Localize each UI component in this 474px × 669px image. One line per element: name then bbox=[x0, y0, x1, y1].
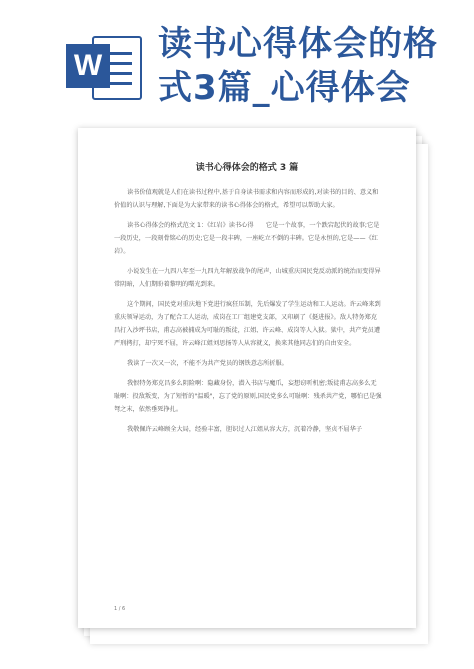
document-title: 读书心得体会的格式 3 篇 bbox=[195, 163, 299, 173]
header-banner bbox=[0, 0, 474, 118]
paragraph: 读书心得体会的格式范文 1：《红岩》读书心得 它是一个故事，一个跌宕起伏的故事;它是一段历史，一段刻骨铭心的历史;它是一段丰碑，一座屹立不倒的丰碑。它是永恒的,它是——《红岩》。 bbox=[114, 222, 380, 255]
paragraph: 这个期间，国民党对重庆地下党进行疯狂压制，先后爆发了学生运动和工人运动。许云峰来到重庆领导运动，为了配合工人运动，成岗在工厂组建党支部，又印刷了《挺进报》。敌人特务郑克昌打入沙坪书店，甫志高被捕成为可耻的叛徒，江姐、许云峰、成岗等人入狱。狱中，共产党员遭严刑拷打，却宁死不屈，许云峰江姐刘思扬等人从容就义，换来其他同志们的自由安全。 bbox=[114, 301, 381, 347]
document-page bbox=[78, 128, 416, 628]
paragraph: 我恨特务郑克昌多么阴险啊：隐藏身份，潜入书店与魔爪，妄想窃听机密;叛徒甫志高多么无耻啊：投敌叛变，为了短暂的"温暖"，忘了党的原则,国民党多么可耻啊：残杀共产党，哪怕已是强弩之末，依然垂死挣扎。 bbox=[114, 380, 382, 413]
paragraph: 我读了一次又一次，不能不为共产党员的钢铁意志所折服。 bbox=[127, 360, 288, 367]
word-document-icon bbox=[62, 30, 140, 100]
document-body bbox=[114, 186, 382, 443]
paragraph: 小说发生在一九四八年至一九四九年解放战争的尾声，山城重庆国民党反动派的统治而变得异常阴暗，人们期盼着黎明的曙光到来。 bbox=[114, 268, 381, 288]
page-number: 1 / 6 bbox=[114, 606, 126, 612]
page-title: 读书心得体会的格式3篇_心得体会 bbox=[158, 24, 438, 108]
word-icon-letter: W bbox=[66, 44, 110, 88]
paragraph: 我敬佩许云峰顾全大局，经验丰富，胆识过人江姐从容大方，沉着冷静，坚贞不屈华子 bbox=[127, 426, 363, 433]
paragraph: 读书价值观就是人们在读书过程中,基于自身读书需求和内容而形成的,对读书的目的、意义和价值的认识与理解,下面是为大家带来的读书心得体会的格式，希望可以帮助大家。 bbox=[114, 189, 379, 209]
